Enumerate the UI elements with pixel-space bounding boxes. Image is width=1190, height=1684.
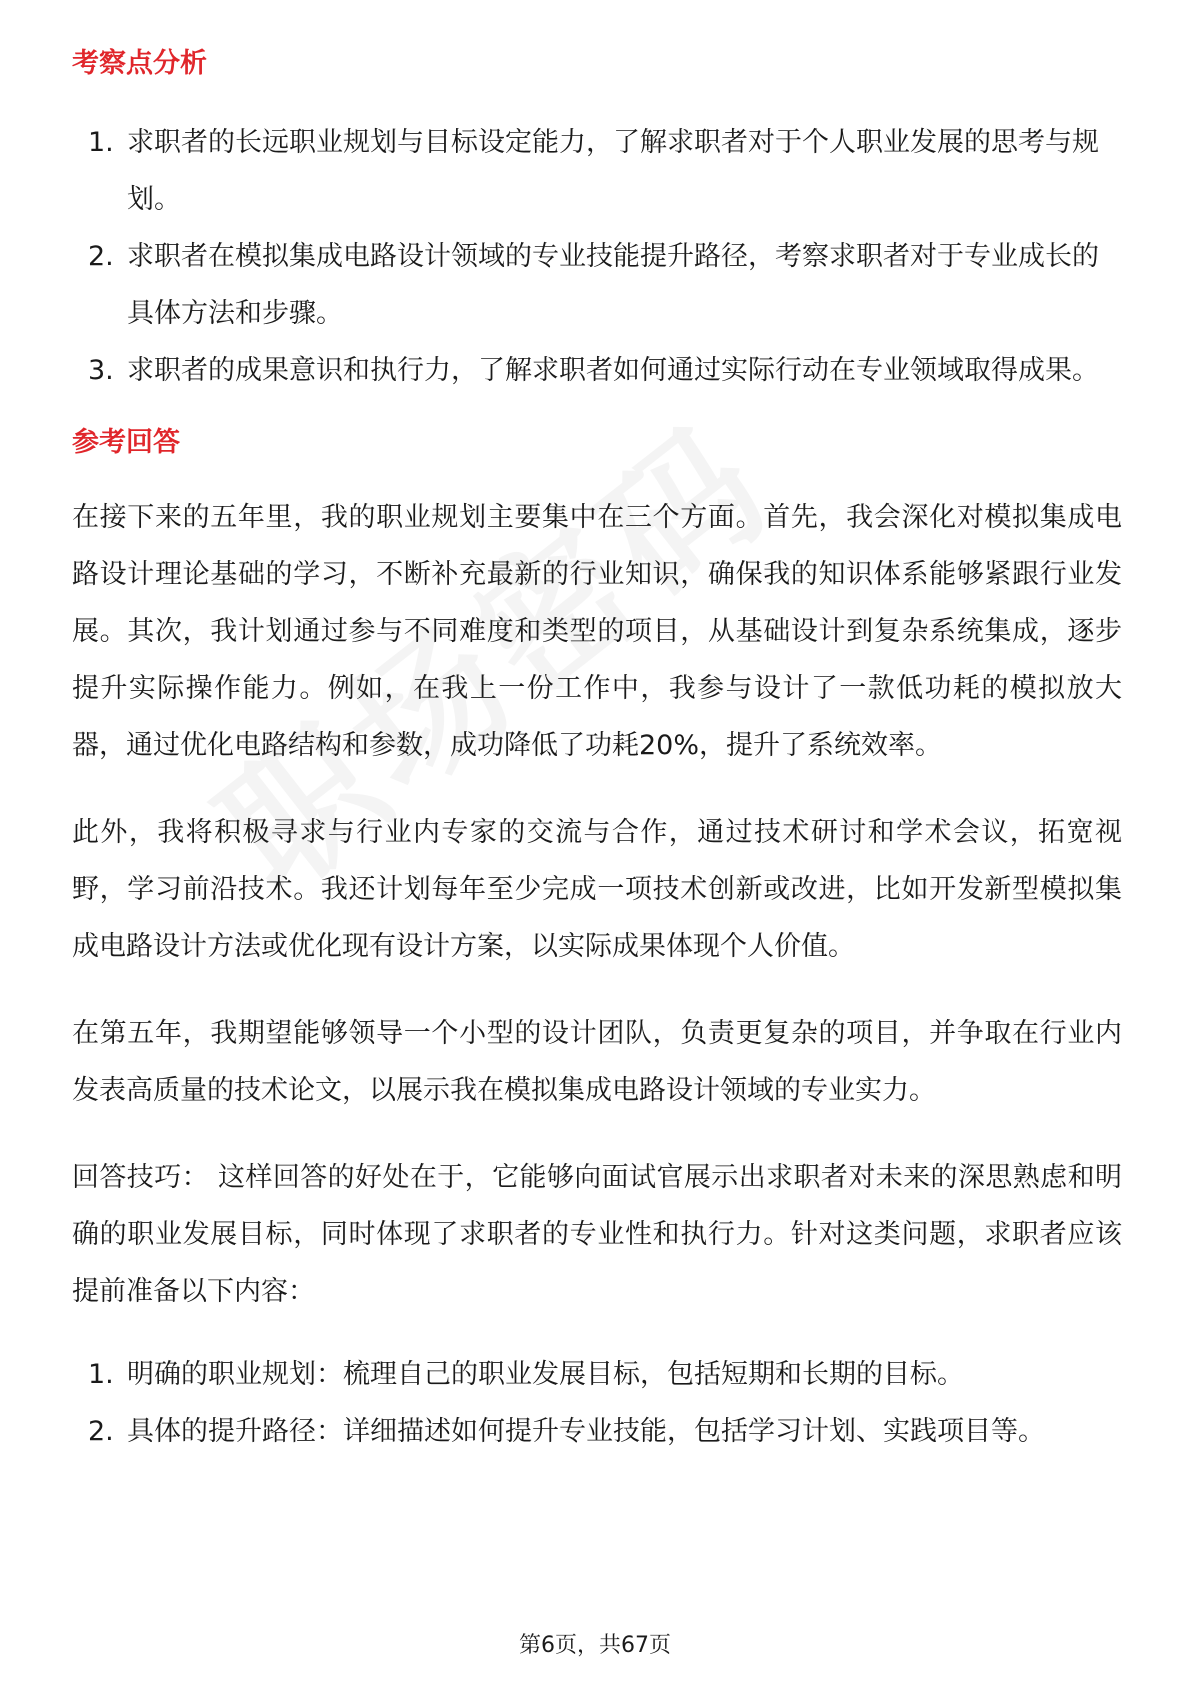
answer-paragraph: 在第五年，我期望能够领导一个小型的设计团队，负责更复杂的项目，并争取在行业内发表高质量的技术论文，以展示我在模拟集成电路设计领域的专业实力。 <box>72 1018 1122 1106</box>
list-number: 2. <box>88 241 114 272</box>
list-text: 求职者在模拟集成电路设计领域的专业技能提升路径，考察求职者对于专业成长的具体方法和步骤。 <box>127 241 1099 329</box>
analysis-list <box>72 114 1122 399</box>
section-title-analysis: 考察点分析 <box>72 48 207 79</box>
list-number: 1. <box>88 1359 114 1390</box>
list-item <box>72 342 1122 399</box>
list-number: 1. <box>88 127 114 158</box>
list-item <box>72 1403 1122 1460</box>
list-text: 具体的提升路径：详细描述如何提升专业技能，包括学习计划、实践项目等。 <box>127 1416 1045 1447</box>
list-text: 求职者的长远职业规划与目标设定能力，了解求职者对于个人职业发展的思考与规划。 <box>127 127 1099 215</box>
list-item <box>72 228 1122 342</box>
tips-list <box>72 1346 1122 1460</box>
list-item <box>72 114 1122 228</box>
section-title-answer: 参考回答 <box>72 427 180 458</box>
list-number: 3. <box>88 355 114 386</box>
answer-paragraph: 在接下来的五年里，我的职业规划主要集中在三个方面。首先，我会深化对模拟集成电路设计理论基础的学习，不断补充最新的行业知识，确保我的知识体系能够紧跟行业发展。其次，我计划通过参与不同难度和类型的项目，从基础设计到复杂系统集成，逐步提升实际操作能力。例如，在我上一份工作中，我参与设计了一款低功耗的模拟放大器，通过优化电路结构和参数，成功降低了功耗20%，提升了系统效率。 <box>72 502 1122 761</box>
page-content <box>72 44 1122 1460</box>
list-item <box>72 1346 1122 1403</box>
page-number: 第6页，共67页 <box>519 1633 671 1658</box>
answer-paragraph: 此外，我将积极寻求与行业内专家的交流与合作，通过技术研讨和学术会议，拓宽视野，学习前沿技术。我还计划每年至少完成一项技术创新或改进，比如开发新型模拟集成电路设计方法或优化现有设计方案，以实际成果体现个人价值。 <box>72 817 1122 962</box>
list-number: 2. <box>88 1416 114 1447</box>
list-text: 明确的职业规划：梳理自己的职业发展目标，包括短期和长期的目标。 <box>127 1359 964 1390</box>
answer-tips-paragraph: 回答技巧： 这样回答的好处在于，它能够向面试官展示出求职者对未来的深思熟虑和明确的职业发展目标，同时体现了求职者的专业性和执行力。针对这类问题，求职者应该提前准备以下内容： <box>72 1162 1122 1307</box>
list-text: 求职者的成果意识和执行力，了解求职者如何通过实际行动在专业领域取得成果。 <box>127 355 1099 386</box>
